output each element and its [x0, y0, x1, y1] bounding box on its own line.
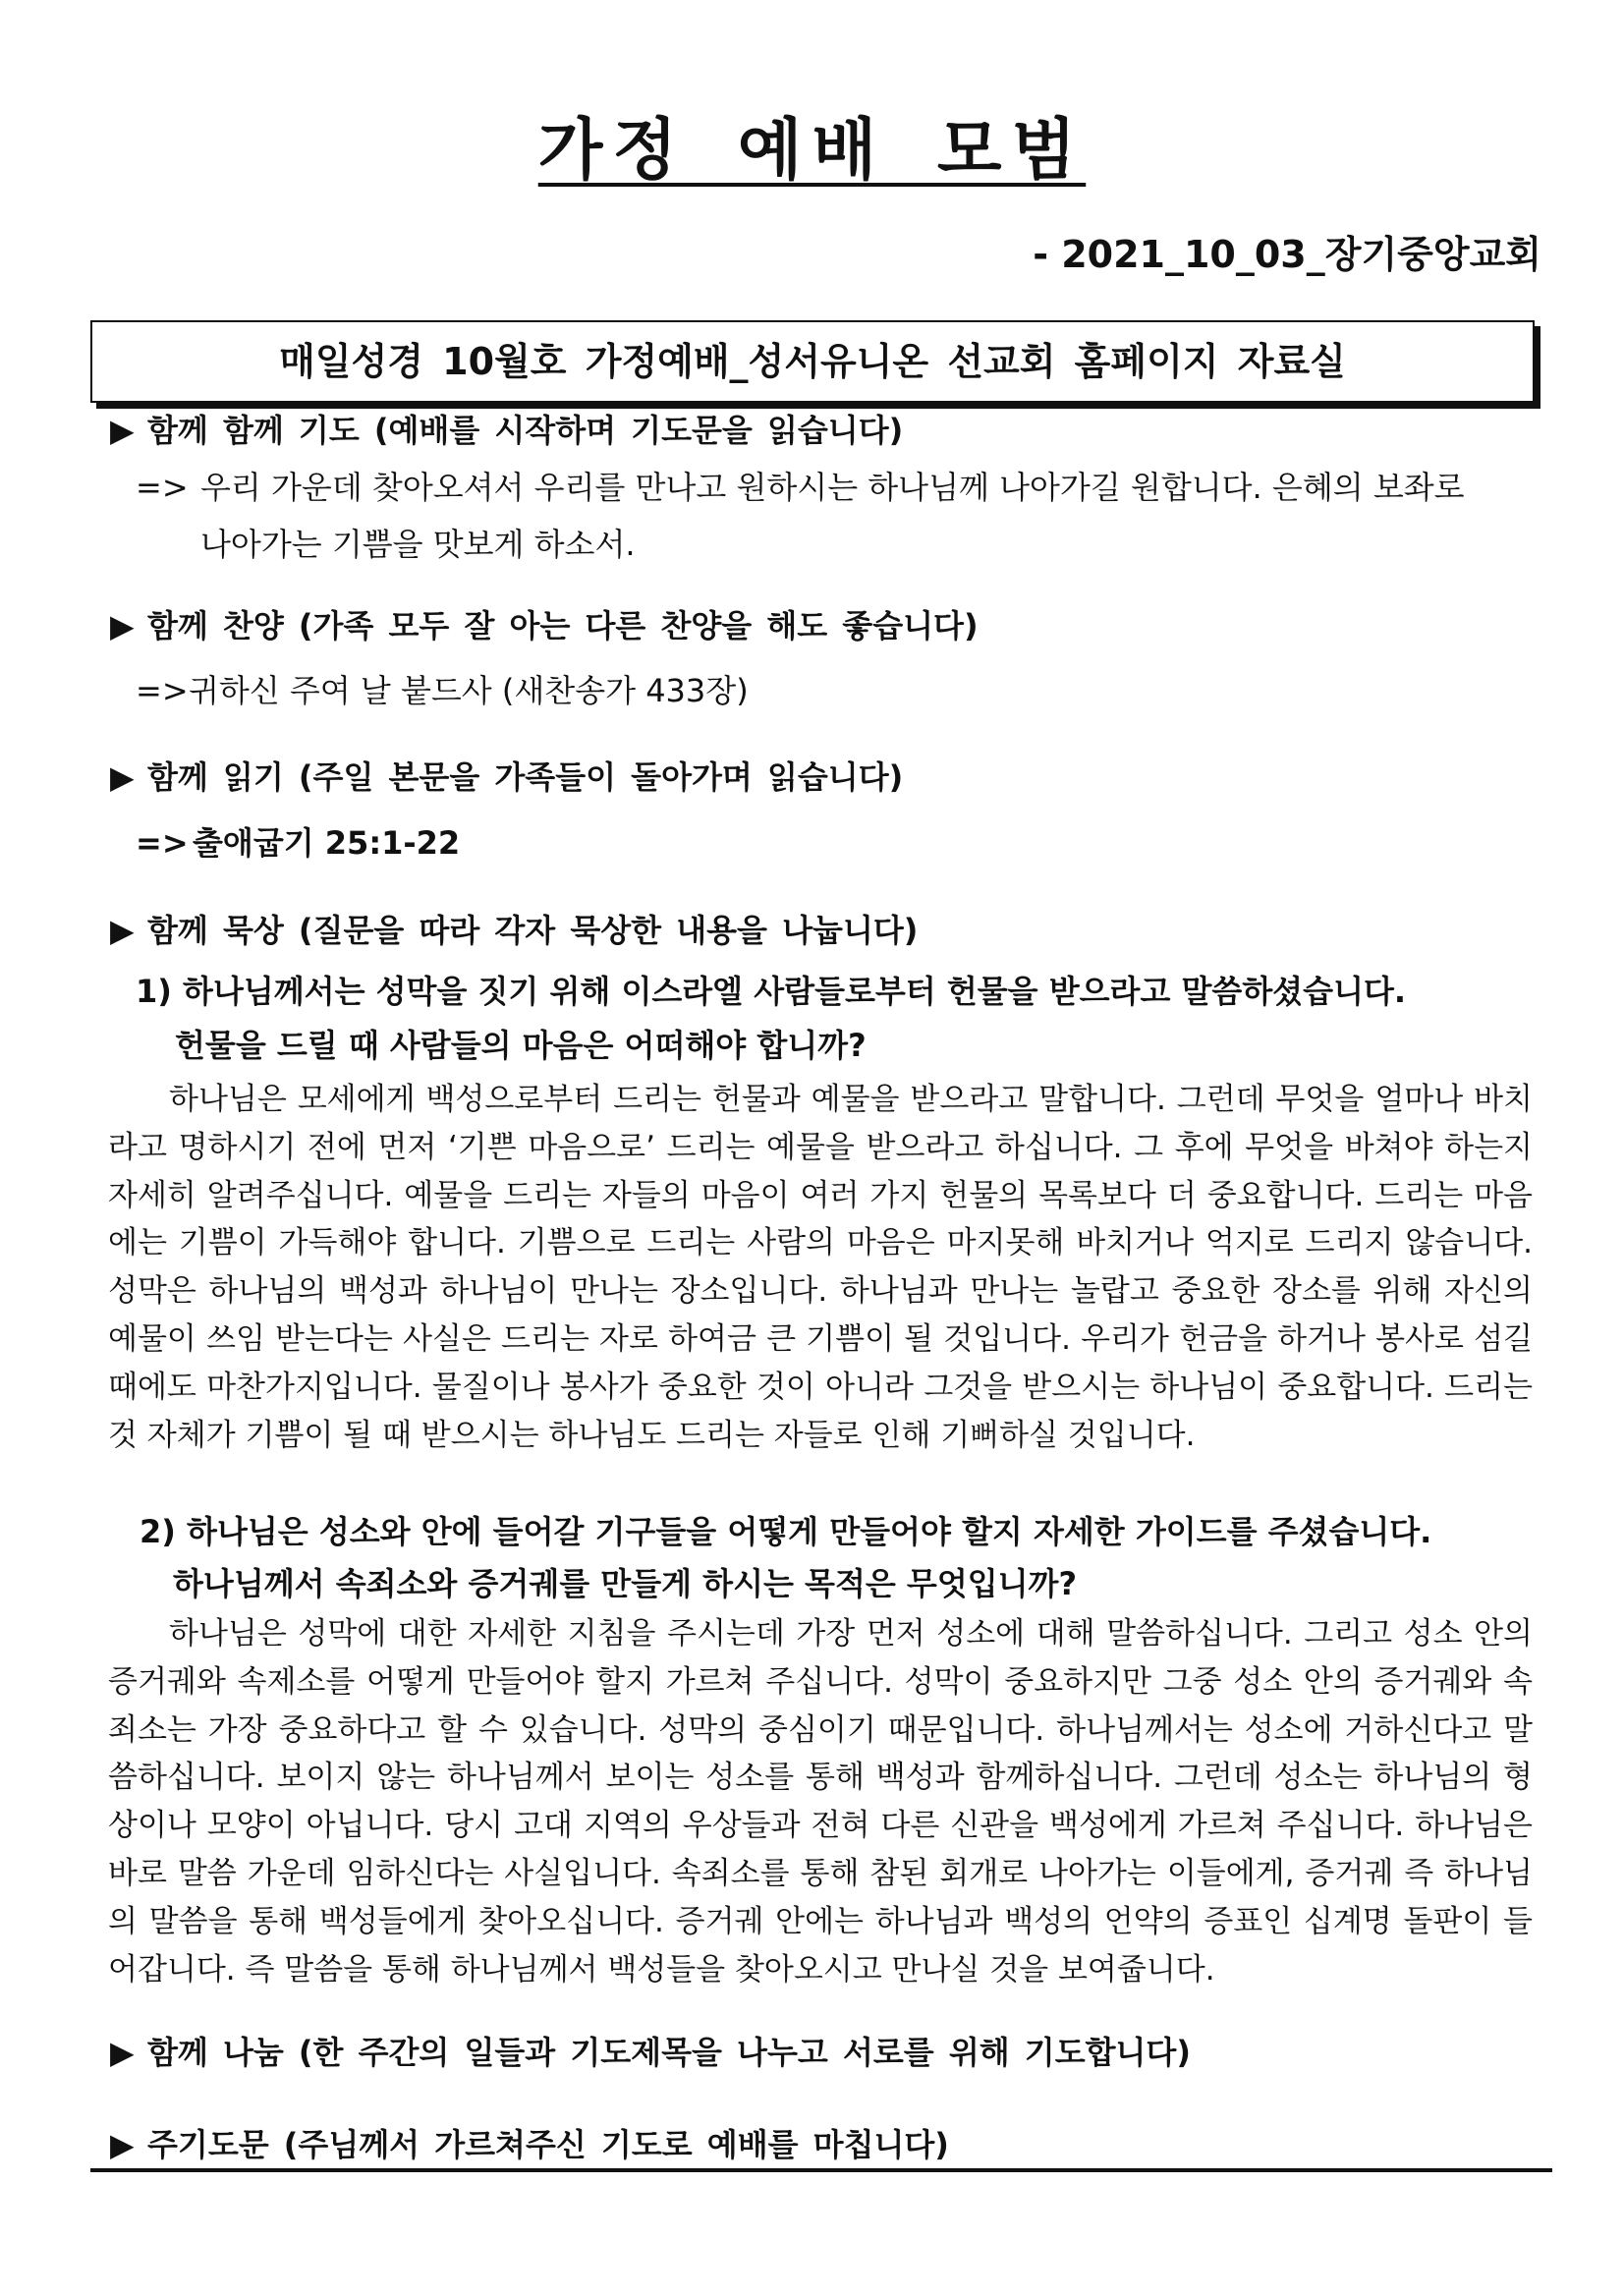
prayer-text-line-1: 우리 가운데 찾아오셔서 우리를 만나고 원하시는 하나님께 나아가길 원합니다. 은혜의 보좌로 [200, 469, 1465, 506]
bullet-icon: ▶ [110, 912, 135, 949]
praise-hymn: 귀하신 주여 날 붙드사 (새찬송가 433장) [189, 672, 749, 709]
page-title: 가정 예배 모범 [537, 112, 1087, 190]
bullet-icon: ▶ [110, 607, 135, 644]
question-2-line-1: 2) 하나님은 성소와 안에 들어갈 기구들을 어떻게 만들어야 할지 자세한 가이드를 주셨습니다. [140, 1513, 1432, 1550]
arrow-icon: => [136, 672, 189, 709]
question-1-line-2: 헌물을 드릴 때 사람들의 마음은 어떠해야 합니까? [175, 1027, 867, 1064]
section-heading-prayer: ▶ 함께 함께 기도 (예배를 시작하며 기도문을 읽습니다) [110, 408, 903, 453]
arrow-icon: => [136, 824, 189, 862]
bullet-icon: ▶ [110, 2034, 135, 2071]
bullet-icon: ▶ [110, 2126, 135, 2163]
section-heading-lords-prayer: ▶ 주기도문 (주님께서 가르쳐주신 기도로 예배를 마칩니다) [110, 2122, 949, 2167]
prayer-text-line-2: 나아가는 기쁨을 맛보게 하소서. [200, 526, 636, 563]
bullet-icon: ▶ [110, 758, 135, 796]
bullet-icon: ▶ [110, 412, 135, 449]
section-heading-meditation: ▶ 함께 묵상 (질문을 따라 각자 묵상한 내용을 나눕니다) [110, 908, 918, 953]
reading-passage: 출애굽기 25:1-22 [193, 824, 461, 862]
section-heading-praise: ▶ 함께 찬양 (가족 모두 잘 아는 다른 찬양을 해도 좋습니다) [110, 603, 979, 648]
source-banner: 매일성경 10월호 가정예배_성서유니온 선교회 홈페이지 자료실 [90, 320, 1535, 403]
church-date-subtitle: - 2021_10_03_장기중앙교회 [1033, 233, 1541, 276]
question-1-answer: 하나님은 모세에게 백성으로부터 드리는 헌물과 예물을 받으라고 말합니다. 그런데 무엇을 얼마나 바치라고 명하시기 전에 먼저 ‘기쁜 마음으로’ 드리는 예물을 받으라고 하십니다. 그 후에 무엇을 바쳐야 하는지 자세히 알려주십니다. 예물을 드리는 자들의 마음이 여러 가지 헌물의 목록보다 더 중요합니다. 드리는 마음에는 기쁨이 가득해야 합니다. 기쁨으로 드리는 사람의 마음은 마지못해 바치거나 억지로 드리지 않습니다. 성막은 하나님의 백성과 하나님이 만나는 장소입니다. 하나님과 만나는 놀랍고 중요한 장소를 위해 자신의 예물이 쓰임 받는다는 사실은 드리는 자로 하여금 큰 기쁨이 될 것입니다. 우리가 헌금을 하거나 봉사로 섬길 때에도 마찬가지입니다. 물질이나 봉사가 중요한 것이 아니라 그것을 받으시는 하나님이 중요합니다. 드리는 것 자체가 기쁨이 될 때 받으시는 하나님도 드리는 자들로 인해 기뻐하실 것입니다. [108, 1082, 1533, 1453]
arrow-icon: => [136, 469, 189, 506]
question-1-line-1: 1) 하나님께서는 성막을 짓기 위해 이스라엘 사람들로부터 헌물을 받으라고 말씀하셨습니다. [136, 973, 1407, 1010]
section-heading-sharing: ▶ 함께 나눔 (한 주간의 일들과 기도제목을 나누고 서로를 위해 기도합니다) [110, 2030, 1191, 2075]
bottom-divider [90, 2168, 1552, 2172]
question-2-answer: 하나님은 성막에 대한 자세한 지침을 주시는데 가장 먼저 성소에 대해 말씀하십니다. 그리고 성소 안의 증거궤와 속제소를 어떻게 만들어야 할지 가르쳐 주십니다. 성막이 중요하지만 그중 성소 안의 증거궤와 속죄소는 가장 중요하다고 할 수 있습니다. 성막의 중심이기 때문입니다. 하나님께서는 성소에 거하신다고 말씀하십니다. 보이지 않는 하나님께서 보이는 성소를 통해 백성과 함께하십니다. 그런데 성소는 하나님의 형상이나 모양이 아닙니다. 당시 고대 지역의 우상들과 전혀 다른 신관을 백성에게 가르쳐 주십니다. 하나님은 바로 말씀 가운데 임하신다는 사실입니다. 속죄소를 통해 참된 회개로 나아가는 이들에게, 증거궤 즉 하나님의 말씀을 통해 백성들에게 찾아오십니다. 증거궤 안에는 하나님과 백성의 언약의 증표인 십계명 돌판이 들어갑니다. 즉 말씀을 통해 하나님께서 백성들을 찾아오시고 만나실 것을 보여줍니다. [108, 1616, 1533, 1988]
question-2-line-2: 하나님께서 속죄소와 증거궤를 만들게 하시는 목적은 무엇입니까? [173, 1565, 1078, 1602]
section-heading-reading: ▶ 함께 읽기 (주일 본문을 가족들이 돌아가며 읽습니다) [110, 755, 903, 800]
